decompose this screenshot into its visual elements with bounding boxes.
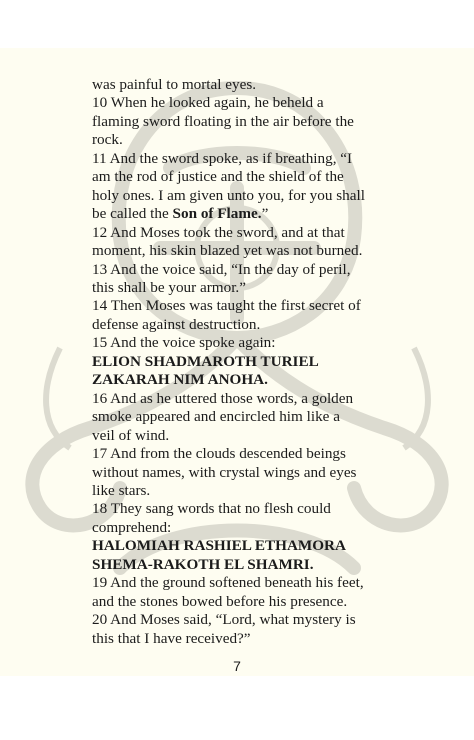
text-line: 11 And the sword spoke, as if breathing, “I bbox=[92, 149, 353, 167]
text-line: rock. bbox=[92, 131, 123, 149]
text-line: holy ones. I am given unto you, for you shall bbox=[92, 186, 365, 204]
text-line: this that I have received?” bbox=[92, 629, 251, 647]
page-number: 7 bbox=[233, 658, 241, 674]
scripture-text bbox=[92, 76, 392, 648]
text-line: defense against destruction. bbox=[92, 315, 261, 333]
text-line: 10 When he looked again, he beheld a bbox=[92, 94, 324, 112]
text-line: without names, with crystal wings and eyes bbox=[92, 463, 357, 481]
text-line: 18 They sang words that no flesh could bbox=[92, 500, 331, 518]
text-line-called bbox=[92, 205, 392, 223]
called-suffix: ” bbox=[261, 205, 269, 223]
document-page bbox=[0, 48, 474, 676]
incantation-line: HALOMIAH RASHIEL ETHAMORA bbox=[92, 537, 346, 555]
text-line: 17 And from the clouds descended beings bbox=[92, 445, 346, 463]
text-line: am the rod of justice and the shield of the bbox=[92, 168, 344, 186]
incantation-line: SHEMA-RAKOTH EL SHAMRI. bbox=[92, 555, 314, 573]
text-line: and the stones bowed before his presence. bbox=[92, 592, 348, 610]
text-line: smoke appeared and encircled him like a bbox=[92, 408, 340, 426]
text-line: 15 And the voice spoke again: bbox=[92, 334, 276, 352]
text-line: like stars. bbox=[92, 481, 151, 499]
text-line: 14 Then Moses was taught the first secret of bbox=[92, 297, 361, 315]
text-line: moment, his skin blazed yet was not burned. bbox=[92, 242, 363, 260]
text-line: 20 And Moses said, “Lord, what mystery is bbox=[92, 611, 356, 629]
text-line: 12 And Moses took the sword, and at that bbox=[92, 223, 345, 241]
incantation-line: ELION SHADMAROTH TURIEL bbox=[92, 352, 319, 370]
text-line: comprehend: bbox=[92, 518, 172, 536]
text-line: was painful to mortal eyes. bbox=[92, 76, 257, 93]
text-line: 19 And the ground softened beneath his feet, bbox=[92, 574, 364, 592]
text-line: this shall be your armor.” bbox=[92, 278, 246, 296]
son-of-flame: Son of Flame. bbox=[172, 205, 262, 223]
called-prefix: be called the bbox=[92, 205, 173, 223]
text-line: veil of wind. bbox=[92, 426, 170, 444]
incantation-line: ZAKARAH NIM ANOHA. bbox=[92, 371, 268, 389]
text-line: 13 And the voice said, “In the day of peril, bbox=[92, 260, 351, 278]
text-line: 16 And as he uttered those words, a golden bbox=[92, 389, 354, 407]
text-line: flaming sword floating in the air before the bbox=[92, 112, 354, 130]
